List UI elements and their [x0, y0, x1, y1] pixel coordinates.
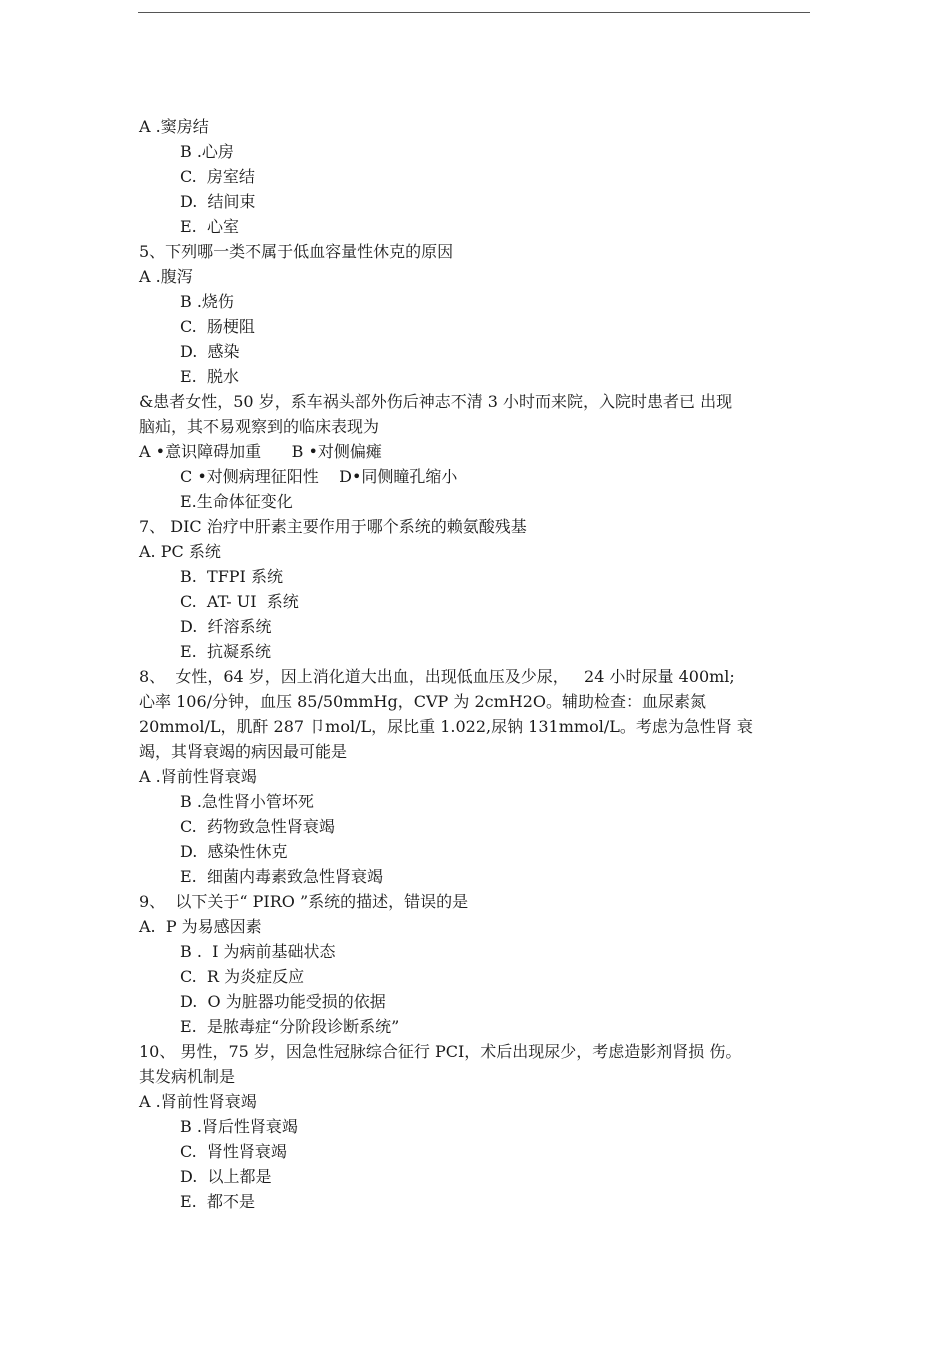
question-line: 心率 106/分钟，血压 85/50mmHg，CVP 为 2cmH2O。辅助检查：血尿素氮 [139, 692, 707, 711]
question-line: 5、下列哪一类不属于低血容量性休克的原因 [139, 242, 454, 261]
option-line: B .急性肾小管坏死 [180, 792, 314, 811]
option-line: C. 药物致急性肾衰竭 [180, 817, 335, 836]
question-line: A .窦房结 [139, 117, 209, 136]
header-rule [138, 12, 810, 13]
option-line: B . I 为病前基础状态 [180, 942, 336, 961]
question-line: 脑疝，其不易观察到的临床表现为 [139, 417, 380, 436]
question-line: 7、 DIC 治疗中肝素主要作用于哪个系统的赖氨酸残基 [139, 517, 527, 536]
option-line: D. 结间束 [180, 192, 256, 211]
option-line: C •对侧病理征阳性 D•同侧瞳孔缩小 [180, 467, 458, 486]
option-line: E.生命体征变化 [180, 492, 293, 511]
option-line: C. 肾性肾衰竭 [180, 1142, 287, 1161]
option-line: E. 脱水 [180, 367, 239, 386]
option-line: E. 细菌内毒素致急性肾衰竭 [180, 867, 383, 886]
question-line: &患者女性，50 岁，系车祸头部外伤后神志不清 3 小时而来院，入院时患者已 出现 [139, 392, 733, 411]
option-line: B .烧伤 [180, 292, 234, 311]
option-line: D. 感染 [180, 342, 240, 361]
question-line: A .腹泻 [139, 267, 193, 286]
option-line: B .肾后性肾衰竭 [180, 1117, 298, 1136]
question-line: A •意识障碍加重 B •对侧偏瘫 [139, 442, 382, 461]
option-line: C. R 为炎症反应 [180, 967, 305, 986]
question-line: 9、 以下关于“ PIRO ”系统的描述，错误的是 [139, 892, 469, 911]
option-line: D. 感染性休克 [180, 842, 288, 861]
option-line: D. 纤溶系统 [180, 617, 272, 636]
question-line: 10、 男性，75 岁，因急性冠脉综合征行 PCI，术后出现尿少，考虑造影剂肾损 伤。 [139, 1042, 742, 1061]
option-line: E. 是脓毒症“分阶段诊断系统” [180, 1017, 400, 1036]
option-line: C. 房室结 [180, 167, 255, 186]
question-line: A .肾前性肾衰竭 [139, 767, 257, 786]
question-line: 8、 女性，64 岁，因上消化道大出血，出现低血压及少尿， 24 小时尿量 400ml; [139, 667, 735, 686]
option-line: E. 抗凝系统 [180, 642, 271, 661]
option-line: C. 肠梗阻 [180, 317, 255, 336]
option-line: B. TFPI 系统 [180, 567, 283, 586]
question-line: A .肾前性肾衰竭 [139, 1092, 257, 1111]
question-line: A. P 为易感因素 [139, 917, 262, 936]
question-line: 其发病机制是 [139, 1067, 236, 1086]
option-line: E. 心室 [180, 217, 239, 236]
option-line: B .心房 [180, 142, 234, 161]
option-line: E. 都不是 [180, 1192, 255, 1211]
question-line: 竭，其肾衰竭的病因最可能是 [139, 742, 348, 761]
option-line: C. AT- UI 系统 [180, 592, 299, 611]
question-line: A. PC 系统 [139, 542, 221, 561]
option-line: D. 以上都是 [180, 1167, 272, 1186]
option-line: D. O 为脏器功能受损的依据 [180, 992, 386, 1011]
document-body [139, 114, 811, 1214]
question-line: 20mmol/L，肌酐 287 卩mol/L，尿比重 1.022,尿钠 131mmol/L。考虑为急性肾 衰 [139, 717, 753, 736]
